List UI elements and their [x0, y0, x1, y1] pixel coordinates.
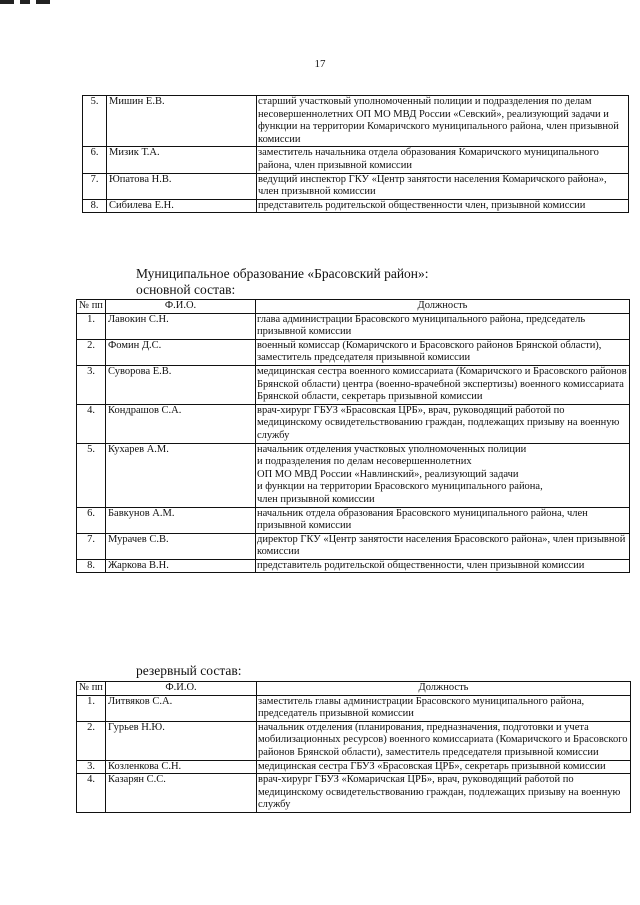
row-role: медицинская сестра военного комиссариата (Комаричского и Брасовского районов Брянской области) центра (военно-врачебной экспертизы) военного комиссариата Брянской области, секретарь призывной комиссии	[256, 365, 630, 404]
row-name: Фомин Д.С.	[106, 339, 256, 365]
row-name: Юпатова Н.В.	[107, 173, 257, 199]
row-role: ведущий инспектор ГКУ «Центр занятости населения Комаричского района», член призывной комиссии	[257, 173, 629, 199]
row-number: 5.	[77, 443, 106, 507]
row-number: 2.	[77, 339, 106, 365]
row-role: врач-хирург ГБУЗ «Комаричская ЦРБ», врач, руководящий работой по медицинскому освидетельствованию граждан, подлежащих призыву на военную службу	[257, 774, 631, 813]
row-role: глава администрации Брасовского муниципального района, председатель призывной комиссии	[256, 313, 630, 339]
reserve-composition-label: резервный состав:	[136, 663, 242, 678]
row-role: директор ГКУ «Центр занятости населения Брасовского района», член призывной комиссии	[256, 533, 630, 559]
table-row	[77, 313, 630, 339]
row-name: Лавокин С.Н.	[106, 313, 256, 339]
row-role: старший участковый уполномоченный полиции и подразделения по делам несовершеннолетних ОП МО МВД России «Севский», реализующий задачи и функции на территории Комаричского муниципального района, член призывной комиссии	[257, 96, 629, 147]
table-row	[77, 695, 631, 721]
table-row	[83, 199, 629, 213]
row-role: представитель родительской общественности член, призывной комиссии	[257, 199, 629, 213]
row-number: 5.	[83, 96, 107, 147]
row-name: Литвяков С.А.	[106, 695, 257, 721]
row-name: Мишин Е.В.	[107, 96, 257, 147]
table-row	[83, 147, 629, 173]
row-role: представитель родительской общественности, член призывной комиссии	[256, 559, 630, 573]
row-number: 4.	[77, 774, 106, 813]
table-row	[83, 173, 629, 199]
row-role: заместитель начальника отдела образования Комаричского муниципального района, член призывной комиссии	[257, 147, 629, 173]
row-name: Кухарев А.М.	[106, 443, 256, 507]
row-name: Бавкунов А.М.	[106, 507, 256, 533]
row-number: 3.	[77, 760, 106, 774]
table-row	[77, 404, 630, 443]
table-row	[77, 559, 630, 573]
section-title: Муниципальное образование «Брасовский район»:	[136, 266, 429, 281]
header-role: Должность	[256, 300, 630, 314]
table-row	[77, 339, 630, 365]
table-header-row	[77, 682, 631, 696]
table-row	[77, 760, 631, 774]
main-composition-label: основной состав:	[136, 282, 236, 297]
row-name: Жаркова В.Н.	[106, 559, 256, 573]
table-header-row	[77, 300, 630, 314]
reserve-composition-table	[76, 681, 631, 813]
page-number: 17	[314, 58, 326, 70]
row-name: Казарян С.С.	[106, 774, 257, 813]
scan-artifact	[0, 0, 60, 6]
header-role: Должность	[257, 682, 631, 696]
row-role: военный комиссар (Комаричского и Брасовского районов Брянской области), заместитель председателя призывной комиссии	[256, 339, 630, 365]
table-row	[77, 774, 631, 813]
row-name: Мурачев С.В.	[106, 533, 256, 559]
header-name: Ф.И.О.	[106, 300, 256, 314]
row-number: 8.	[83, 199, 107, 213]
header-name: Ф.И.О.	[106, 682, 257, 696]
row-number: 1.	[77, 695, 106, 721]
row-name: Кондрашов С.А.	[106, 404, 256, 443]
role-line: член призывной комиссии	[257, 493, 375, 505]
table-row	[77, 533, 630, 559]
row-role: начальник отделения (планирования, предназначения, подготовки и учета мобилизационных ресурсов) военного комиссариата (Комаричского и Брасовского районов Брянской области), заместитель председателя призывной комиссии	[257, 721, 631, 760]
row-role	[256, 443, 630, 507]
role-line: и подразделения по делам несовершеннолетних	[257, 456, 472, 468]
row-number: 1.	[77, 313, 106, 339]
role-line: ОП МО МВД России «Навлинский», реализующий задачи	[257, 468, 519, 480]
role-line: и функции на территории Брасовского муниципального района,	[257, 481, 543, 493]
row-name: Мизик Т.А.	[107, 147, 257, 173]
row-role: медицинская сестра ГБУЗ «Брасовская ЦРБ», секретарь призывной комиссии	[257, 760, 631, 774]
table-row	[77, 507, 630, 533]
row-name: Козленкова С.Н.	[106, 760, 257, 774]
row-number: 7.	[83, 173, 107, 199]
row-role: начальник отдела образования Брасовского муниципального района, член призывной комиссии	[256, 507, 630, 533]
row-name: Сибилева Е.Н.	[107, 199, 257, 213]
row-name: Суворова Е.В.	[106, 365, 256, 404]
table-row	[77, 365, 630, 404]
row-number: 6.	[83, 147, 107, 173]
header-number: № пп	[77, 300, 106, 314]
row-number: 4.	[77, 404, 106, 443]
commission-table-continued	[82, 95, 629, 213]
row-role: врач-хирург ГБУЗ «Брасовская ЦРБ», врач, руководящий работой по медицинскому освидетельствованию граждан, подлежащих призыву на военную службу	[256, 404, 630, 443]
row-number: 6.	[77, 507, 106, 533]
row-name: Гурьев Н.Ю.	[106, 721, 257, 760]
row-number: 8.	[77, 559, 106, 573]
table-row	[77, 443, 630, 507]
row-role: заместитель главы администрации Брасовского муниципального района, председатель призывной комиссии	[257, 695, 631, 721]
table-row	[83, 96, 629, 147]
main-composition-table	[76, 299, 630, 573]
row-number: 3.	[77, 365, 106, 404]
row-number: 7.	[77, 533, 106, 559]
header-number: № пп	[77, 682, 106, 696]
row-number: 2.	[77, 721, 106, 760]
role-line: начальник отделения участковых уполномоченных полиции	[257, 443, 527, 455]
table-row	[77, 721, 631, 760]
